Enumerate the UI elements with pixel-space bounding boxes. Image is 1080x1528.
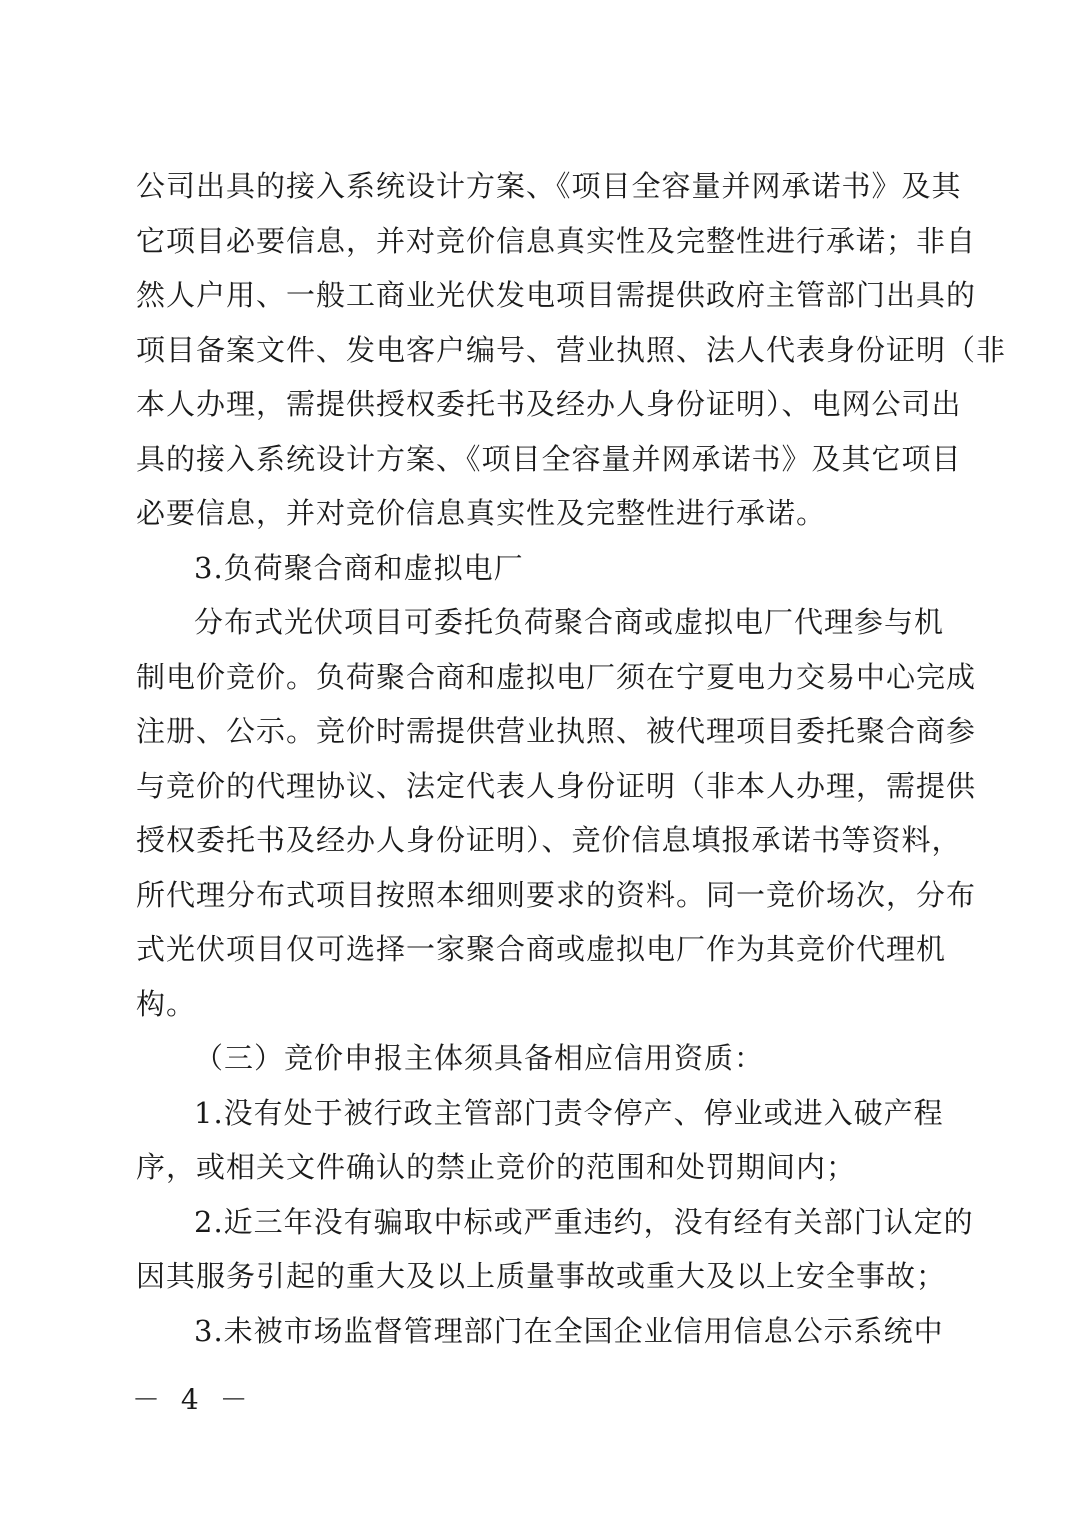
text-line: 制电价竞价。负荷聚合商和虚拟电厂须在宁夏电力交易中心完成 bbox=[136, 659, 977, 694]
text-line: 1.没有处于被行政主管部门责令停产、停业或进入破产程 bbox=[194, 1095, 944, 1130]
text-line: 3.未被市场监督管理部门在全国企业信用信息公示系统中 bbox=[194, 1313, 944, 1348]
text-line: 所代理分布式项目按照本细则要求的资料。同一竞价场次，分布 bbox=[136, 877, 977, 912]
text-line: 因其服务引起的重大及以上质量事故或重大及以上安全事故； bbox=[136, 1259, 947, 1293]
text-line: 序，或相关文件确认的禁止竞价的范围和处罚期间内； bbox=[136, 1150, 857, 1184]
text-line: 分布式光伏项目可委托负荷聚合商或虚拟电厂代理参与机 bbox=[194, 605, 945, 639]
document-body bbox=[136, 159, 1007, 1358]
text-line: 构。 bbox=[136, 986, 197, 1021]
section-heading: （三）竞价申报主体须具备相应信用资质： bbox=[194, 1041, 765, 1075]
text-line: 具的接入系统设计方案、《项目全容量并网承诺书》及其它项目 bbox=[136, 441, 962, 476]
text-line: 公司出具的接入系统设计方案、《项目全容量并网承诺书》及其 bbox=[136, 169, 962, 203]
text-line: 式光伏项目仅可选择一家聚合商或虚拟电厂作为其竞价代理机 bbox=[136, 932, 947, 966]
text-line: 与竞价的代理协议、法定代表人身份证明（非本人办理，需提供 bbox=[136, 768, 977, 803]
page-number: － 4 － bbox=[132, 1383, 254, 1416]
text-line: 它项目必要信息，并对竞价信息真实性及完整性进行承诺；非自 bbox=[136, 223, 977, 258]
section-heading: 3.负荷聚合商和虚拟电厂 bbox=[194, 550, 524, 585]
text-line: 授权委托书及经办人身份证明）、竞价信息填报承诺书等资料， bbox=[136, 823, 962, 857]
text-line: 注册、公示。竞价时需提供营业执照、被代理项目委托聚合商参 bbox=[136, 714, 977, 748]
text-line: 2.近三年没有骗取中标或严重违约，没有经有关部门认定的 bbox=[194, 1204, 974, 1239]
text-line: 本人办理，需提供授权委托书及经办人身份证明）、电网公司出 bbox=[136, 387, 962, 421]
text-line: 项目备案文件、发电客户编号、营业执照、法人代表身份证明（非 bbox=[136, 332, 1007, 367]
text-line: 必要信息，并对竞价信息真实性及完整性进行承诺。 bbox=[136, 496, 827, 530]
text-line: 然人户用、一般工商业光伏发电项目需提供政府主管部门出具的 bbox=[136, 278, 977, 312]
